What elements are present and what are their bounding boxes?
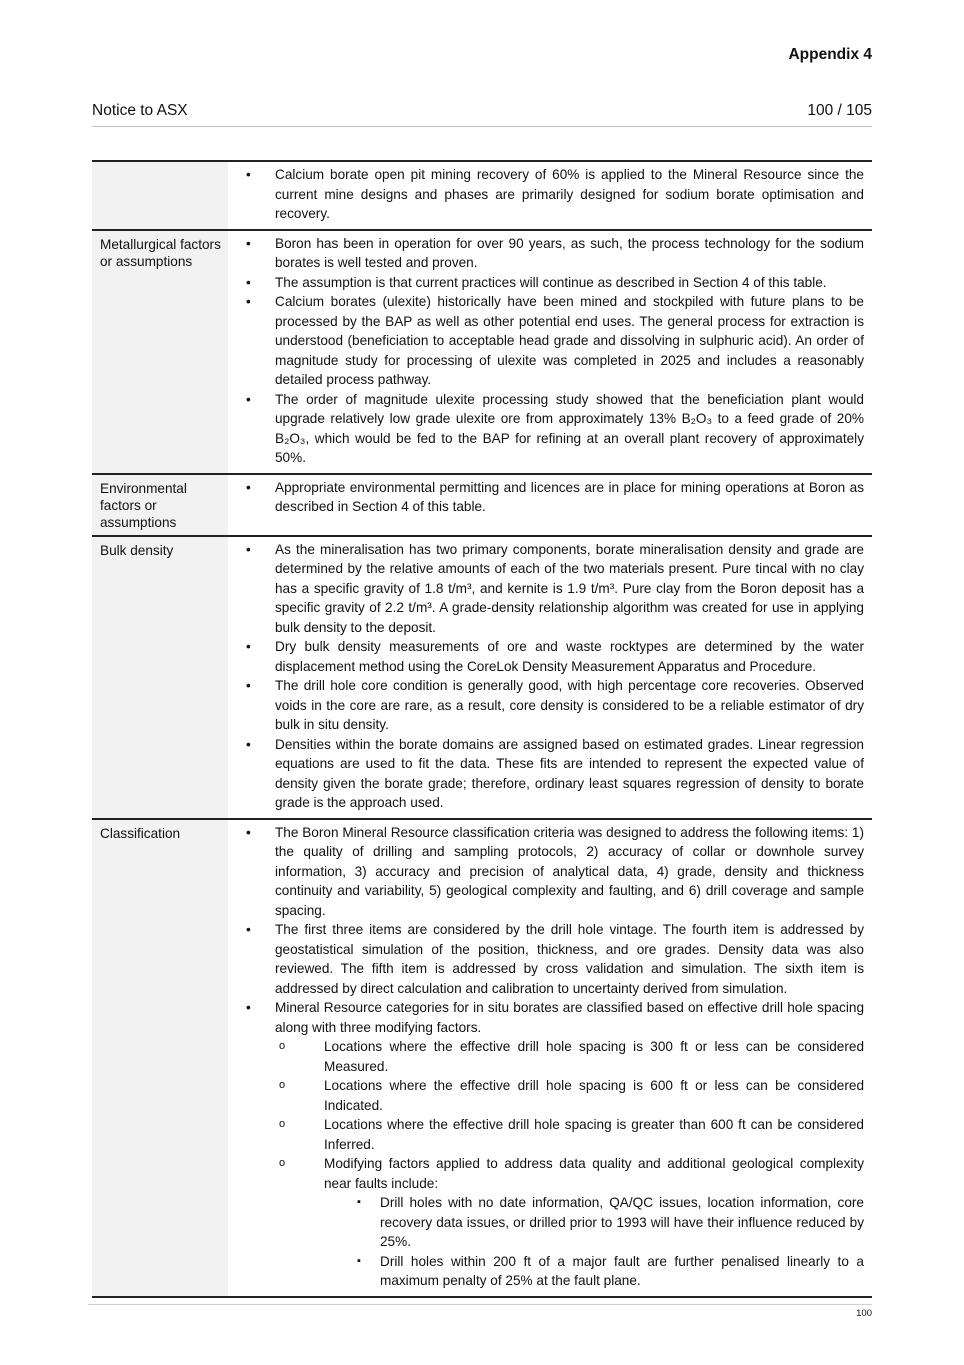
table-row <box>92 161 872 230</box>
sub-list-item: o Locations where the effective drill hole spacing is 300 ft or less can be considered Measured. <box>275 1037 864 1076</box>
sub-sub-list-item: ▪ Drill holes within 200 ft of a major fault are further penalised linearly to a maximum penalty of 25% at the fault plane. <box>324 1252 864 1291</box>
row-label: Environmental factors or assumptions <box>92 474 228 536</box>
list-item-text: Mineral Resource categories for in situ borates are classified based on effective drill hole spacing along with three modifying factors. <box>275 1000 864 1035</box>
sub-list-item: o Locations where the effective drill hole spacing is 600 ft or less can be considered Indicated. <box>275 1076 864 1115</box>
row-content <box>228 819 872 1297</box>
row-label <box>92 161 228 230</box>
sub-list-item-text: Modifying factors applied to address data quality and additional geological complexity near faults include: <box>324 1156 864 1191</box>
list-item: • Dry bulk density measurements of ore and waste rocktypes are determined by the water displacement method using the CoreLok Density Measurement Apparatus and Procedure. <box>228 637 864 676</box>
notice-title: Notice to ASX <box>92 102 188 119</box>
sub-list-item <box>275 1154 864 1291</box>
row-content <box>228 161 872 230</box>
row-content <box>228 230 872 474</box>
list-item: • The assumption is that current practices will continue as described in Section 4 of this table. <box>228 273 864 293</box>
table-row <box>92 536 872 819</box>
page-counter: 100 / 105 <box>807 102 872 119</box>
list-item <box>228 998 864 1291</box>
footer-page-number: 100 <box>856 1308 872 1319</box>
table-row <box>92 819 872 1297</box>
list-item: • Boron has been in operation for over 90 years, as such, the process technology for the sodium borates is well tested and proven. <box>228 234 864 273</box>
list-item: • As the mineralisation has two primary components, borate mineralisation density and grade are determined by the relative amounts of each of the two materials present. Pure tincal with no clay has a specific gravity of 1.8 t/m³, and kernite is 1.9 t/m³. Pure clay from the Boron deposit has a specific gravity of 2.2 t/m³. A grade-density relationship algorithm was created for use in applying bulk density to the deposit. <box>228 540 864 638</box>
row-content <box>228 536 872 819</box>
list-item: • The order of magnitude ulexite processing study showed that the beneficiation plant would upgrade relatively low grade ulexite ore from approximately 13% B₂O₃ to a feed grade of 20% B₂O₃, which would be fed to the BAP for refining at an overall plant recovery of approximately 50%. <box>228 390 864 468</box>
list-item: • Calcium borate open pit mining recovery of 60% is applied to the Mineral Resource since the current mine designs and phases are primarily designed for sodium borate optimisation and recovery. <box>228 165 864 224</box>
list-item: • The first three items are considered by the drill hole vintage. The fourth item is addressed by geostatistical simulation of the position, thickness, and ore grades. Density data was also reviewed. The fifth item is addressed by cross validation and simulation. The sixth item is addressed by direct calculation and calibration to uncertainty derived from simulation. <box>228 920 864 998</box>
list-item: • The drill hole core condition is generally good, with high percentage core recoveries. Observed voids in the core are rare, as a result, core density is considered to be a reliable estimator of dry bulk in situ density. <box>228 676 864 735</box>
footer-divider <box>88 1304 872 1305</box>
sub-sub-list-item: ▪ Drill holes with no date information, QA/QC issues, location information, core recovery data issues, or drilled prior to 1993 will have their influence reduced by 25%. <box>324 1193 864 1252</box>
list-item: • Appropriate environmental permitting and licences are in place for mining operations at Boron as described in Section 4 of this table. <box>228 478 864 517</box>
row-content <box>228 474 872 536</box>
appendix-label: Appendix 4 <box>788 46 872 63</box>
table-row <box>92 230 872 474</box>
page-header <box>92 102 872 127</box>
list-item: • Densities within the borate domains are assigned based on estimated grades. Linear regression equations are used to fit the data. These fits are intended to represent the expected value of density given the borate grade; therefore, ordinary least squares regression of density to borate grade is the approach used. <box>228 735 864 813</box>
list-item: • The Boron Mineral Resource classification criteria was designed to address the following items: 1) the quality of drilling and sampling protocols, 2) accuracy of collar or downhole survey information, 3) accuracy and precision of analytical data, 4) grade, density and thickness continuity and variability, 5) geological complexity and faulting, and 6) drill coverage and sample spacing. <box>228 823 864 921</box>
row-label: Metallurgical factors or assumptions <box>92 230 228 474</box>
jorc-table <box>92 160 872 1298</box>
list-item: • Calcium borates (ulexite) historically have been mined and stockpiled with future plans to be processed by the BAP as well as other potential end uses. The general process for extraction is understood (beneficiation to acceptable head grade and dissolving in sulphuric acid). An order of magnitude study for processing of ulexite was completed in 2025 and includes a reasonably detailed process pathway. <box>228 292 864 390</box>
table-row <box>92 474 872 536</box>
sub-list-item: o Locations where the effective drill hole spacing is greater than 600 ft can be considered Inferred. <box>275 1115 864 1154</box>
row-label: Bulk density <box>92 536 228 819</box>
row-label: Classification <box>92 819 228 1297</box>
